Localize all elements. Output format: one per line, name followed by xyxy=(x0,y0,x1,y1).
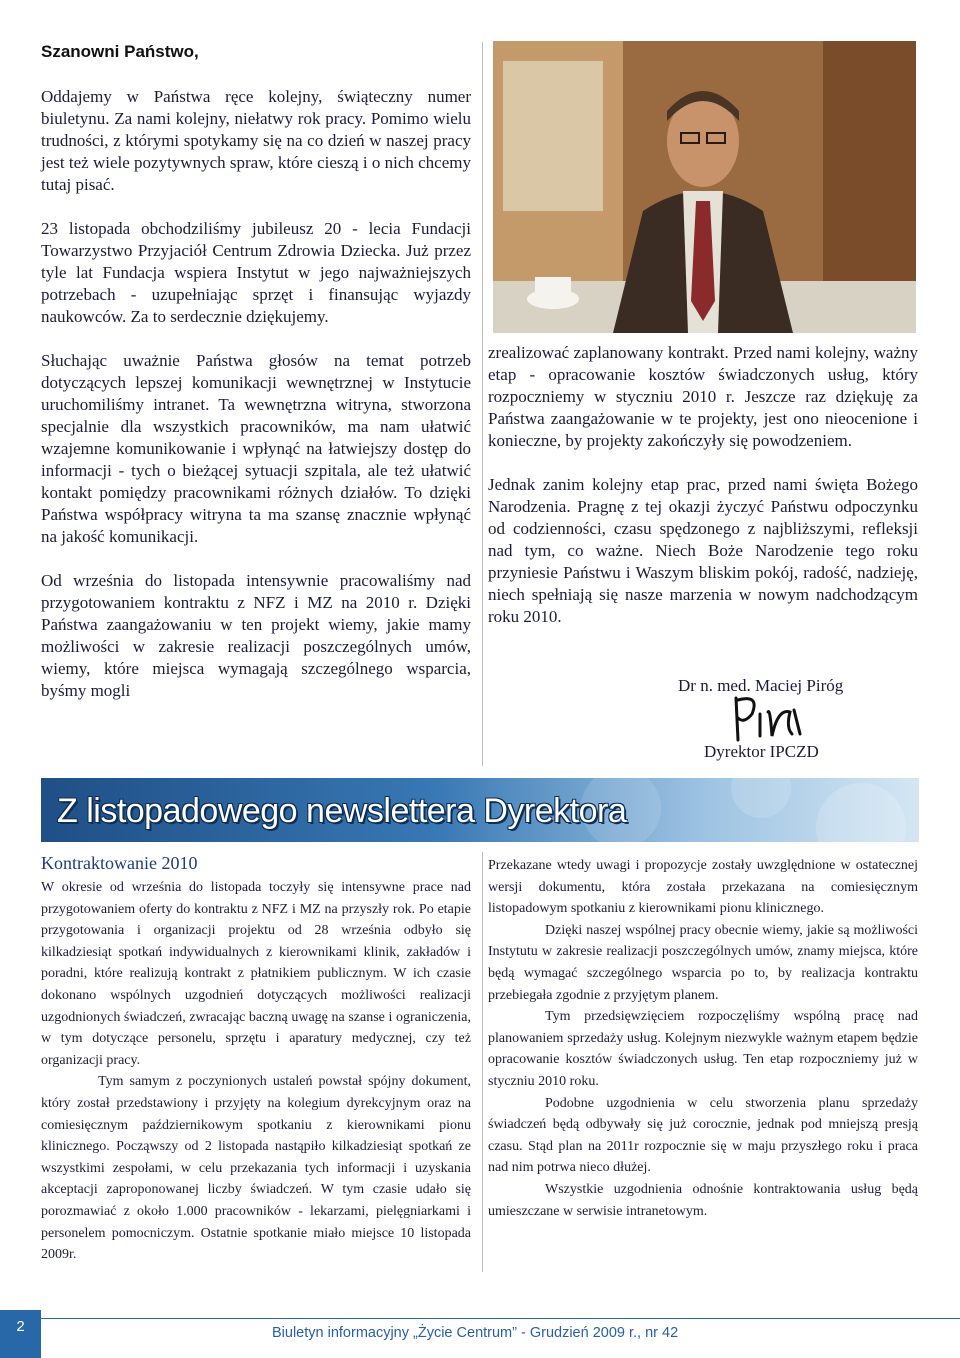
letter-paragraph: Słuchając uważnie Państwa głosów na temat potrzeb dotyczących lepszej komunikacji wewnętrznej w Instytucie uruchomiliśmy intranet. Ta wewnętrzna witryna, stworzona specjalnie dla wszystkich pracowników, ma nam ułatwić wzajemne komunikowanie i wpłynąć na łatwiejszy dostęp do informacji - tych o bieżącej sytuacji szpitala, ale też ułatwić kontakt pomiędzy pracownikami różnych działów. To dzięki Państwa współpracy witryna ta ma szansę znacznie wpłynąć na jakość komunikacji. xyxy=(41,351,471,546)
letter-left-column xyxy=(41,86,471,702)
letter-right-column xyxy=(488,342,918,628)
page-number: 2 xyxy=(16,1318,25,1335)
letter-paragraph: Oddajemy w Państwa ręce kolejny, świąteczny numer biuletynu. Za nami kolejny, niełatwy rok pracy. Pomimo wielu trudności, z którymi spotykamy się na co dzień w naszej pracy jest też wiele pozytywnych spraw, które cieszą i o nich chcemy tutaj pisać. xyxy=(41,87,471,194)
article-paragraph: Tym samym z poczynionych ustaleń powstał spójny dokument, który został przedstawiony i przyjęty na kolegium dyrekcyjnym oraz na comiesięcznym październikowym spotkaniu z kierownikami pionu klinicznego. Począwszy od 2 listopada nastąpiło kilkadziesiąt spotkań ze wszystkimi zespołami, w celu przekazania tych informacji i uzyskania akceptacji zaproponowanej liczby świadczeń. W tym czasie udało się porozmawiać z około 1.000 pracowników - lekarzami, pielęgniarkami i personelem pomocniczym. Ostatnie spotkanie miało miejsce 10 listopada 2009r. xyxy=(41,1074,471,1263)
article-paragraph: Przekazane wtedy uwagi i propozycje zostały uwzględnione w ostatecznej wersji dokumentu, która została przekazana na comiesięcznym listopadowym spotkaniu z kierownikami pionu klinicznego. xyxy=(488,858,918,917)
article-paragraph: Wszystkie uzgodnienia odnośnie kontraktowania usług będą umieszczane w serwisie intranetowym. xyxy=(488,1181,918,1219)
column-divider xyxy=(482,852,483,1272)
signature-title: Dyrektor IPCZD xyxy=(704,742,819,761)
article-paragraph: W okresie od września do listopada toczyły się intensywne prace nad przygotowaniem oferty do kontraktu z NFZ i MZ na przyszły rok. Po etapie przygotowania i organizacji projektu od 28 września odbyło się kilkadziesiąt spotkań indywidualnych z kierownikami klinik, zakładów i poradni, które realizują kontrakt z płatnikiem publicznym. W ich czasie dokonano wspólnych uzgodnień dotyczących możliwości realizacji uzgodnionych świadczeń, zwracając baczną uwagę na szanse i ograniczenia, w tym dotyczące personelu, sprzętu i aparatury medycznej, czy też organizacji pracy. xyxy=(41,880,471,1068)
letter-greeting: Szanowni Państwo, xyxy=(41,42,199,61)
article-left-column xyxy=(41,877,471,1266)
footer-text: Biuletyn informacyjny „Życie Centrum” - Grudzień 2009 r., nr 42 xyxy=(272,1325,679,1341)
letter-paragraph: Jednak zanim kolejny etap prac, przed nami święta Bożego Narodzenia. Pragnę z tej okazji życzyć Państwu odpoczynku od codzienności, czasu spędzonego z najbliższymi, refleksji nad tym, co ważne. Niech Boże Narodzenie tego roku przyniesie Państwu i Waszym bliskim pokój, radość, nadzieję, niech spełniają się nasze marzenia w nowym nadchodzącym roku 2010. xyxy=(488,475,918,626)
signature-block xyxy=(560,676,920,766)
footer-rule xyxy=(41,1318,960,1319)
director-photo xyxy=(493,41,916,333)
newsletter-banner xyxy=(41,778,919,842)
column-divider xyxy=(482,42,483,766)
handwritten-signature xyxy=(730,688,810,748)
signature-name: Dr n. med. Maciej Piróg xyxy=(678,676,844,695)
article-paragraph: Podobne uzgodnienia w celu stworzenia planu sprzedaży świadczeń będą odbywały się już corocznie, jednak pod mniejszą presją czasu. Stąd plan na 2011r rozpocznie się w maju przyszłego roku i praca nad nim potrwa nieco dłużej. xyxy=(488,1095,918,1176)
banner-title: Z listopadowego newslettera Dyrektora xyxy=(57,792,627,830)
director-photo-illustration xyxy=(493,41,916,333)
article-paragraph: Dzięki naszej wspólnej pracy obecnie wiemy, jakie są możliwości Instytutu w zakresie realizacji poszczególnych umów, znamy miejsca, które będą wymagać szczególnego wsparcia po to, by realizacja kontraktu przebiegała zgodnie z przyjętym planem. xyxy=(488,922,918,1003)
article-paragraph: Tym przedsięwzięciem rozpoczęliśmy wspólną pracę nad planowaniem sprzedaży usług. Kolejnym niezwykle ważnym etapem będzie opracowanie kosztów świadczonych usług. Ten etap rozpoczniemy już w styczniu 2010 roku. xyxy=(488,1009,918,1089)
article-right-column xyxy=(488,855,918,1222)
article-heading: Kontraktowanie 2010 xyxy=(41,853,198,873)
letter-paragraph: zrealizować zaplanowany kontrakt. Przed nami kolejny, ważny etap - opracowanie kosztów świadczonych usług, który rozpoczniemy w styczniu 2010 r. Jeszcze raz dziękuję za Państwa zaangażowanie w te projekty, jest ono nieocenione i konieczne, by projekty zakończyły się powodzeniem. xyxy=(488,343,918,450)
letter-paragraph: Od września do listopada intensywnie pracowaliśmy nad przygotowaniem kontraktu z NFZ i MZ na 2010 r. Dzięki Państwa zaangażowaniu w ten projekt wiemy, jakie mamy możliwości w zakresie realizacji poszczególnych umów, wiemy, które miejsca wymagają szczególnego wsparcia, byśmy mogli xyxy=(41,571,471,700)
letter-paragraph: 23 listopada obchodziliśmy jubileusz 20 - lecia Fundacji Towarzystwo Przyjaciół Centrum Zdrowia Dziecka. Już przez tyle lat Fundacja wspiera Instytut w jego najważniejszych potrzebach - uzupełniając sprzęt i finansując wyjazdy naukowców. Za to serdecznie dziękujemy. xyxy=(41,219,471,326)
